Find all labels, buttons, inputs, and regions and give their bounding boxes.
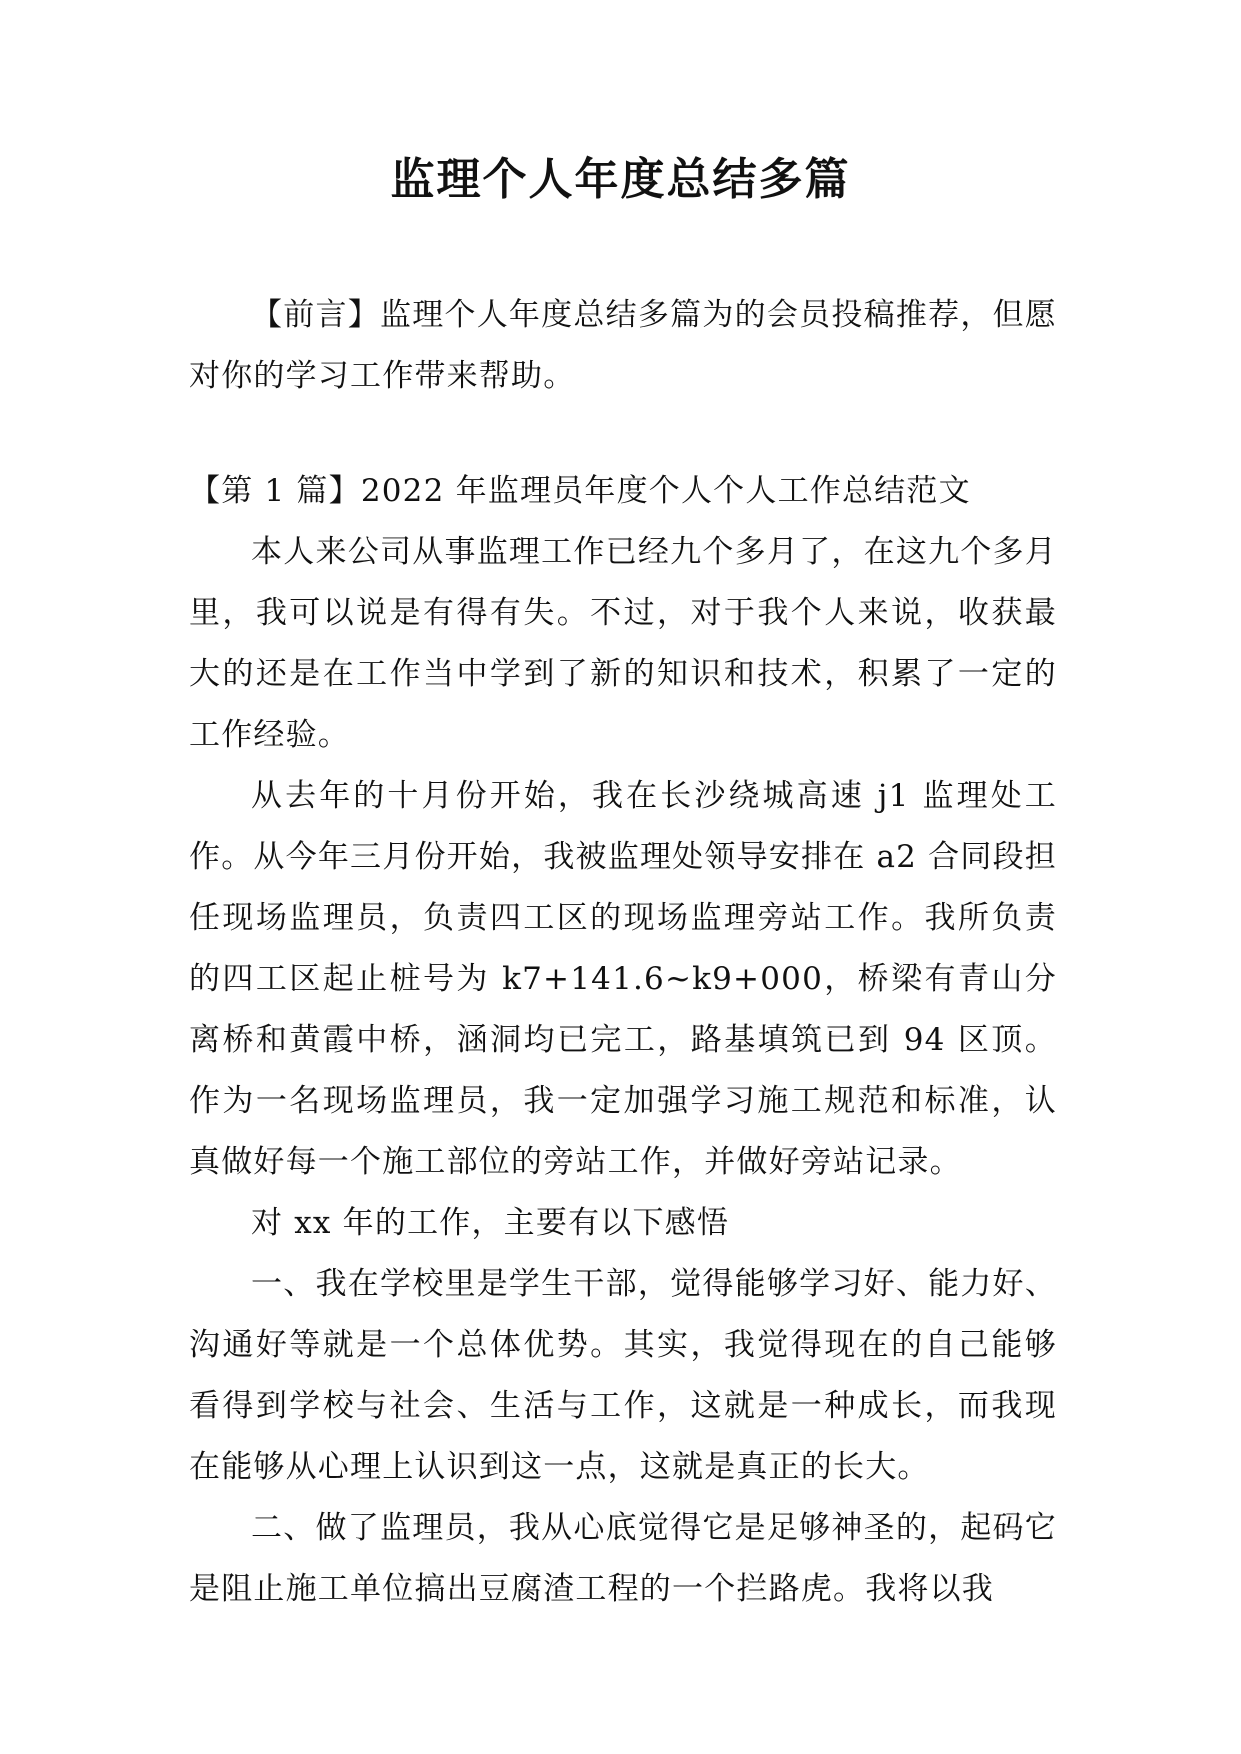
- article-block: [189, 461, 1057, 1620]
- body-paragraph: 二、做了监理员，我从心底觉得它是足够神圣的，起码它是阻止施工单位搞出豆腐渣工程的一个拦路虎。我将以我: [189, 1510, 1057, 1607]
- body-paragraph: 一、我在学校里是学生干部，觉得能够学习好、能力好、沟通好等就是一个总体优势。其实，我觉得现在的自己能够看得到学校与社会、生活与工作，这就是一种成长，而我现在能够从心理上认识到这一点，这就是真正的长大。: [189, 1266, 1057, 1485]
- preface-paragraph: 【前言】监理个人年度总结多篇为的会员投稿推荐，但愿对你的学习工作带来帮助。: [189, 297, 1057, 394]
- document-title: 监理个人年度总结多篇: [390, 154, 851, 205]
- body-paragraph: 对 xx 年的工作，主要有以下感悟: [251, 1205, 730, 1241]
- preface-block: [189, 285, 1057, 407]
- article-heading: 【第 1 篇】2022 年监理员年度个人个人工作总结范文: [189, 473, 971, 509]
- body-paragraph: 从去年的十月份开始，我在长沙绕城高速 j1 监理处工作。从今年三月份开始，我被监理处领导安排在 a2 合同段担任现场监理员，负责四工区的现场监理旁站工作。我所负责的四工区起止桩号为 k7+141.6~k9+000，桥梁有青山分离桥和黄霞中桥，涵洞均已完工，路基填筑已到 94 区顶。作为一名现场监理员，我一定加强学习施工规范和标准，认真做好每一个施工部位的旁站工作，并做好旁站记录。: [189, 778, 1057, 1180]
- body-paragraph: 本人来公司从事监理工作已经九个多月了，在这九个多月里，我可以说是有得有失。不过，对于我个人来说，收获最大的还是在工作当中学到了新的知识和技术，积累了一定的工作经验。: [189, 534, 1057, 753]
